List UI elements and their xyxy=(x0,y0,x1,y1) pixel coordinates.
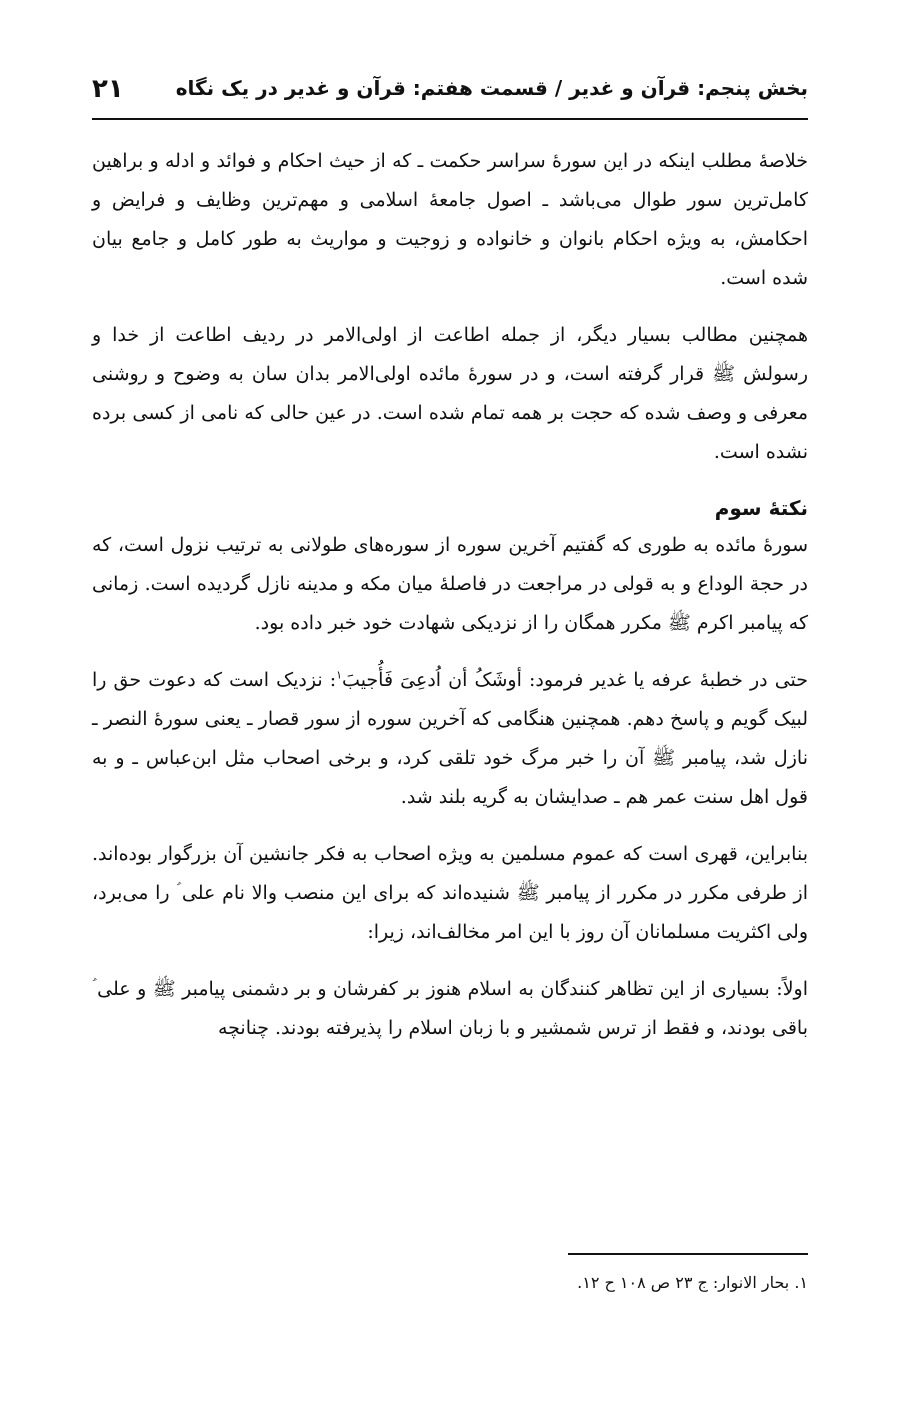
quote-lead: حتی در خطبهٔ عرفه یا غدیر فرمود: xyxy=(521,669,809,691)
page-body xyxy=(92,142,808,1066)
page-number: ۲۱ xyxy=(92,74,124,104)
paragraph-4 xyxy=(92,661,808,817)
paragraph-1: خلاصهٔ مطلب اینکه در این سورهٔ سراسر حکمت ـ که از حیث احکام و فوائد و ادله و براهین کامل‌ترین سور طوال می‌باشد ـ اصول جامعهٔ اسلامی و مهم‌ترین وظایف و فرایض و احکامش، به ویژه احکام بانوان و خانواده و زوجیت و مواریث به طور کامل و جامع بیان شده است. xyxy=(92,150,808,289)
footnote-reference[interactable]: ۱ xyxy=(336,668,343,682)
footnote-divider xyxy=(568,1253,808,1255)
quote-translation: : نزدیک است که دعوت حق را لبیک گویم و پاسخ دهم. همچنین هنگامی که آخرین سوره از سور قصار ـ یعنی سورهٔ النصر ـ نازل شد، پیامبر ﷺ آن را خبر مرگ خود تلقی کرد، و برخی اصحاب مثل ابن‌عباس ـ و به قول اهل سنت عمر هم ـ صدایشان به گریه بلند شد. xyxy=(92,669,808,808)
paragraph-3: سورهٔ مائده به طوری که گفتیم آخرین سوره از سوره‌های طولانی به ترتیب نزول است، که در حجة الوداع و به قولی در مراجعت در فاصلهٔ میان مکه و مدینه نازل گردیده است. زمانی که پیامبر اکرم ﷺ مکرر همگان را از نزدیکی شهادت خود خبر داده بود. xyxy=(92,534,808,634)
arabic-quote: أوشَکُ أن اُدعِیَ فَأُجیبَ xyxy=(342,669,522,691)
paragraph-6: اولاً: بسیاری از این تظاهر کنندگان به اسلام هنوز بر کفرشان و بر دشمنی پیامبر ﷺ و علی ؑ باقی بودند، و فقط از ترس شمشیر و با زبان اسلام را پذیرفته بودند. چنانچه xyxy=(92,978,808,1039)
paragraph-2: همچنین مطالب بسیار دیگر، از جمله اطاعت از اولی‌الامر در ردیف اطاعت از خدا و رسولش ﷺ قرار گرفته است، و در سورهٔ مائده اولی‌الامر بدان سان به وضوح و روشنی معرفی و وصف شده که حجت بر همه تمام شده است. در عین حالی که نامی از کسی برده نشده است. xyxy=(92,324,808,463)
header-title: بخش پنجم: قرآن و غدیر / قسمت هفتم: قرآن و غدیر در یک نگاه xyxy=(175,76,808,100)
section-heading: نکتهٔ سوم xyxy=(714,496,808,520)
paragraph-5: بنابراین، قهری است که عموم مسلمین به ویژه اصحاب به فکر جانشین آن بزرگوار بوده‌اند. از طرفی مکرر در مکرر از پیامبر ﷺ شنیده‌اند که برای این منصب والا نام علی ؑ را می‌برد، ولی اکثریت مسلمانان آن روز با این امر مخالف‌اند، زیرا: xyxy=(92,843,808,943)
footnote: ۱. بحار الانوار: ج ۲۳ ص ۱۰۸ ح ۱۲. xyxy=(577,1273,808,1292)
running-header xyxy=(92,68,808,120)
